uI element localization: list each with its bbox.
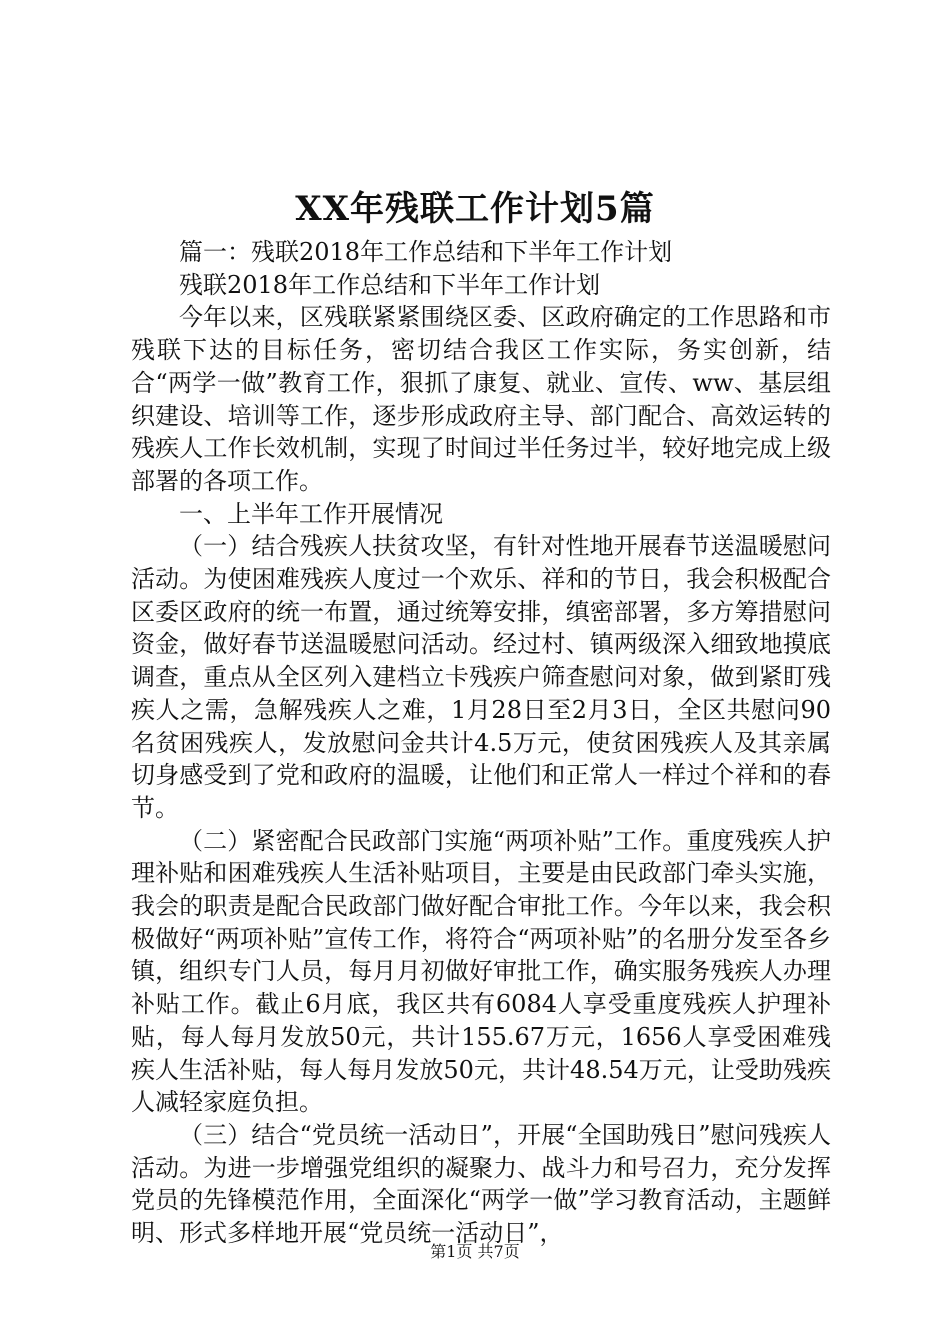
paragraph: （三）结合“党员统一活动日”，开展“全国助残日”慰问残疾人活动。为进一步增强党组织的凝聚力、战斗力和号召力，充分发挥党员的先锋模范作用，全面深化“两学一做”学习教育活动，主题鲜明、形式多样地开展“党员统一活动日”， (131, 1120, 831, 1248)
page-footer: 第1页 共7页 (430, 1242, 520, 1261)
document-title: XX年残联工作计划5篇 (295, 189, 655, 229)
paragraph: （一）结合残疾人扶贫攻坚，有针对性地开展春节送温暖慰问活动。为使困难残疾人度过一个欢乐、祥和的节日，我会积极配合区委区政府的统一布置，通过统筹安排，缜密部署，多方筹措慰问资金，做好春节送温暖慰问活动。经过村、镇两级深入细致地摸底调查，重点从全区列入建档立卡残疾户筛查慰问对象，做到紧盯残疾人之需，急解残疾人之难，1月28日至2月3日，全区共慰问90名贫困残疾人，发放慰问金共计4.5万元，使贫困残疾人及其亲属切身感受到了党和政府的温暖，让他们和正常人一样过个祥和的春节。 (131, 532, 831, 822)
subtitle: 残联2018年工作总结和下半年工作计划 (179, 270, 601, 299)
paragraph: 今年以来，区残联紧紧围绕区委、区政府确定的工作思路和市残联下达的目标任务，密切结合我区工作实际，务实创新，结合“两学一做”教育工作，狠抓了康复、就业、宣传、ww、基层组织建设、培训等工作，逐步形成政府主导、部门配合、高效运转的残疾人工作长效机制，实现了时间过半任务过半，较好地完成上级部署的各项工作。 (131, 303, 831, 495)
document-body (131, 236, 831, 1250)
section-heading: 一、上半年工作开展情况 (179, 499, 443, 528)
paragraph: （二）紧密配合民政部门实施“两项补贴”工作。重度残疾人护理补贴和困难残疾人生活补贴项目，主要是由民政部门牵头实施，我会的职责是配合民政部门做好配合审批工作。今年以来，我会积极做好“两项补贴”宣传工作，将符合“两项补贴”的名册分发至各乡镇，组织专门人员，每月月初做好审批工作，确实服务残疾人办理补贴工作。截止6月底，我区共有6084人享受重度残疾人护理补贴，每人每月发放50元，共计155.67万元，1656人享受困难残疾人生活补贴，每人每月发放50元，共计48.54万元，让受助残疾人减轻家庭负担。 (131, 826, 831, 1117)
section-heading: 篇一：残联2018年工作总结和下半年工作计划 (179, 238, 673, 266)
